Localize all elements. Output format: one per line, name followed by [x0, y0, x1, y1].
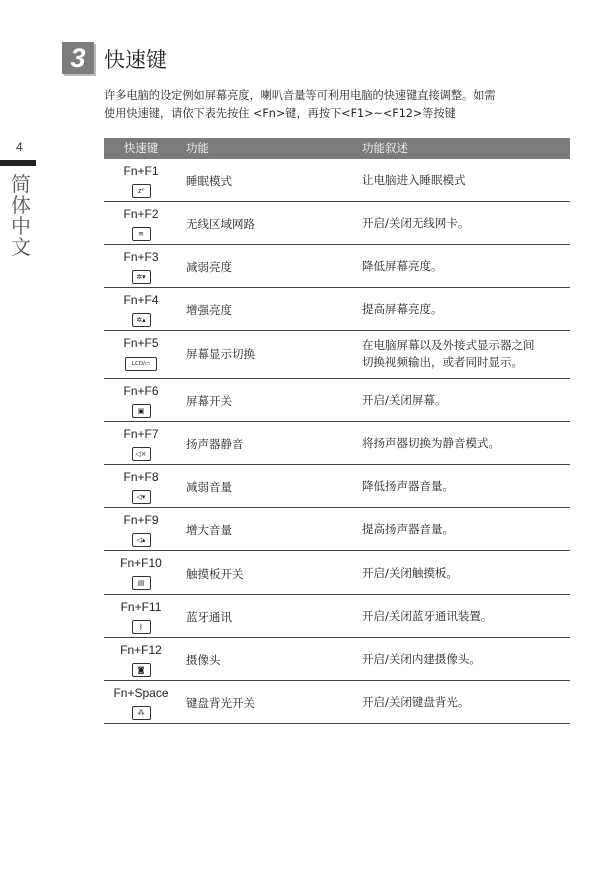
function-cell: 触摸板开关	[186, 567, 244, 581]
keyboard-backlight-icon: ⁂	[132, 706, 151, 720]
brightness-up-icon: ✲▴	[132, 313, 151, 327]
touchpad-icon: ▤	[132, 576, 151, 590]
hotkey-label: Fn+F6	[123, 384, 159, 398]
function-cell: 屏幕显示切换	[186, 347, 255, 361]
hotkey-label: Fn+F2	[123, 207, 159, 221]
hotkey-cell	[104, 422, 178, 461]
bluetooth-icon: ᛒ	[132, 620, 151, 634]
table-header	[104, 138, 570, 159]
header-hotkey: 快速键	[123, 141, 159, 155]
description-cell	[362, 651, 572, 668]
table-row	[104, 159, 570, 202]
section-title: 快速键	[104, 48, 167, 72]
function-cell: 键盘背光开关	[186, 696, 255, 710]
table-row	[104, 379, 570, 422]
description-line: 让电脑进入睡眠模式	[362, 173, 466, 187]
table-row	[104, 245, 570, 288]
table-row	[104, 465, 570, 508]
camera-icon: ◙	[132, 663, 151, 677]
intro-line: 使用快速键，请依下表先按住 <Fn>键，再按下<F1>~<F12>等按键	[104, 107, 456, 120]
mute-icon: ◁×	[132, 447, 151, 461]
function-cell: 蓝牙通讯	[186, 610, 232, 624]
function-cell: 摄像头	[186, 653, 221, 667]
description-line: 提高扬声器音量。	[362, 522, 454, 536]
side-tab-marker	[0, 160, 36, 166]
description-cell	[362, 694, 572, 711]
description-cell	[362, 337, 572, 371]
page-number: 4	[16, 140, 23, 154]
hotkey-label: Fn+F12	[120, 643, 162, 657]
side-language-char: 简	[11, 172, 31, 196]
function-cell: 减弱音量	[186, 480, 232, 494]
table-row	[104, 638, 570, 681]
hotkey-label: Fn+F8	[123, 470, 159, 484]
hotkey-cell	[104, 551, 178, 590]
description-cell	[362, 478, 572, 495]
table-row	[104, 551, 570, 595]
description-line: 切换视频输出，或者同时显示。	[362, 355, 523, 369]
function-cell: 屏幕开关	[186, 394, 232, 408]
description-line: 开启/关闭内建摄像头。	[362, 652, 481, 666]
table-row	[104, 288, 570, 331]
description-cell	[362, 215, 572, 232]
hotkey-label: Fn+F11	[120, 600, 162, 614]
table-row	[104, 508, 570, 551]
hotkey-cell	[104, 465, 178, 504]
wireless-icon: ≋	[132, 227, 151, 241]
description-cell	[362, 565, 572, 582]
description-line: 开启/关闭触摸板。	[362, 566, 458, 580]
brightness-down-icon: ✲▾	[132, 270, 151, 284]
description-cell	[362, 435, 572, 452]
screen-toggle-icon: ▣	[132, 404, 151, 418]
hotkey-cell	[104, 638, 178, 677]
description-cell	[362, 608, 572, 625]
description-line: 降低扬声器音量。	[362, 479, 454, 493]
hotkey-cell	[104, 681, 178, 720]
header-function: 功能	[186, 141, 209, 155]
function-cell: 睡眠模式	[186, 174, 232, 188]
display-switch-icon: LCD/▭	[125, 357, 157, 371]
hotkey-cell	[104, 379, 178, 418]
volume-down-icon: ◁▾	[132, 490, 151, 504]
function-cell: 扬声器静音	[186, 437, 244, 451]
hotkey-cell	[104, 508, 178, 547]
hotkey-label: Fn+Space	[113, 686, 169, 700]
description-line: 在电脑屏幕以及外接式显示器之间	[362, 338, 535, 352]
side-language-char: 文	[11, 235, 31, 259]
intro-line: 许多电脑的设定例如屏幕亮度，喇叭音量等可利用电脑的快速键直接调整。如需	[104, 89, 496, 102]
intro-paragraph	[104, 87, 574, 123]
table-row	[104, 422, 570, 465]
volume-up-icon: ◁▴	[132, 533, 151, 547]
side-language-char: 中	[11, 214, 31, 238]
hotkey-label: Fn+F9	[123, 513, 159, 527]
description-line: 开启/关闭键盘背光。	[362, 695, 470, 709]
function-cell: 增大音量	[186, 523, 232, 537]
side-language-label	[10, 174, 32, 258]
hotkey-table	[104, 138, 570, 724]
description-line: 提高屏幕亮度。	[362, 302, 443, 316]
hotkey-label: Fn+F7	[123, 427, 159, 441]
header-description: 功能叙述	[362, 141, 408, 155]
description-cell	[362, 172, 572, 189]
description-line: 降低屏幕亮度。	[362, 259, 443, 273]
side-language-char: 体	[11, 193, 31, 217]
table-row	[104, 595, 570, 638]
description-cell	[362, 521, 572, 538]
description-cell	[362, 392, 572, 409]
hotkey-label: Fn+F4	[123, 293, 159, 307]
hotkey-label: Fn+F10	[120, 556, 162, 570]
function-cell: 减弱亮度	[186, 260, 232, 274]
hotkey-cell	[104, 288, 178, 327]
description-line: 开启/关闭蓝牙通讯装置。	[362, 609, 493, 623]
description-line: 将扬声器切换为静音模式。	[362, 436, 500, 450]
description-cell	[362, 258, 572, 275]
hotkey-cell	[104, 331, 178, 371]
description-cell	[362, 301, 572, 318]
hotkey-label: Fn+F1	[123, 164, 159, 178]
description-line: 开启/关闭屏幕。	[362, 393, 447, 407]
function-cell: 增强亮度	[186, 303, 232, 317]
description-line: 开启/关闭无线网卡。	[362, 216, 470, 230]
hotkey-label: Fn+F5	[123, 336, 159, 350]
hotkey-cell	[104, 245, 178, 284]
table-row	[104, 331, 570, 379]
hotkey-label: Fn+F3	[123, 250, 159, 264]
table-row	[104, 681, 570, 724]
function-cell: 无线区域网路	[186, 217, 255, 231]
hotkey-cell	[104, 595, 178, 634]
table-row	[104, 202, 570, 245]
sleep-icon: zᶻ	[132, 184, 151, 198]
hotkey-cell	[104, 202, 178, 241]
section-number-badge: 3	[62, 42, 94, 74]
hotkey-cell	[104, 159, 178, 198]
